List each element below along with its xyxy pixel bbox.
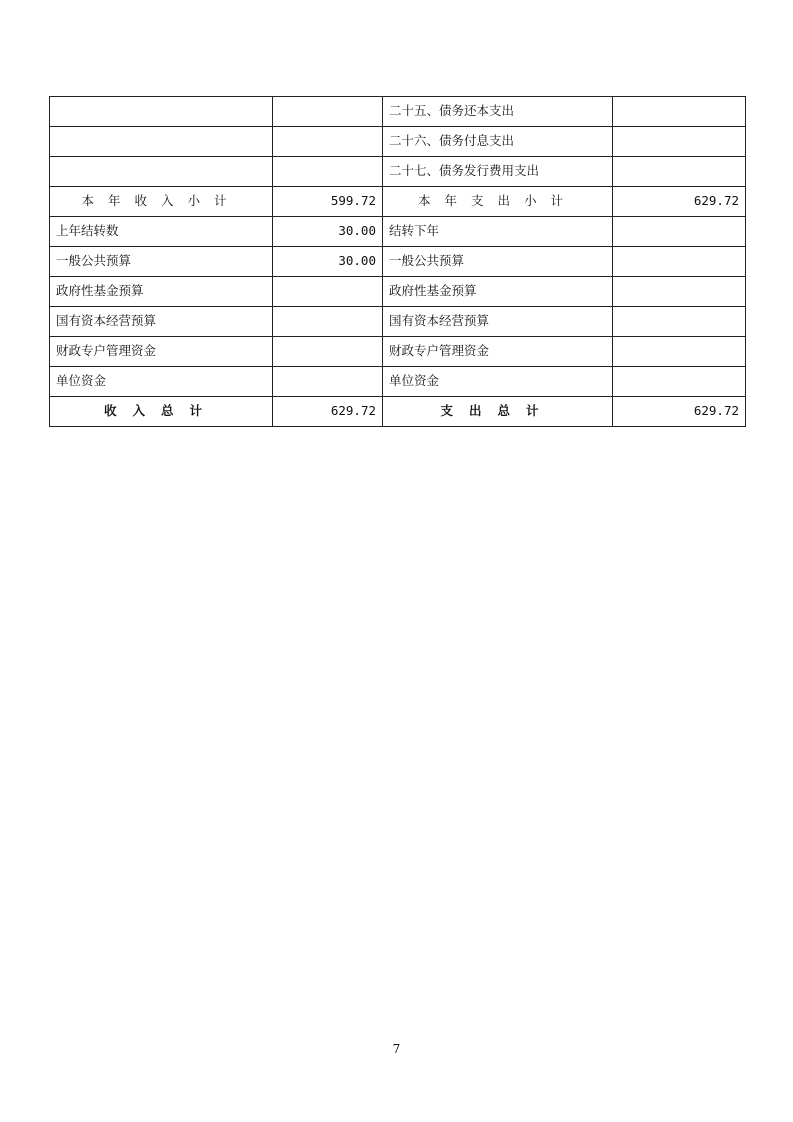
expense-total-amount: 629.72 xyxy=(613,397,746,427)
expense-amount-cell xyxy=(613,157,746,187)
income-item-cell: 单位资金 xyxy=(50,367,273,397)
expense-item-cell: 政府性基金预算 xyxy=(383,277,613,307)
income-amount-cell xyxy=(273,157,383,187)
income-item-cell xyxy=(50,157,273,187)
income-item-cell: 财政专户管理资金 xyxy=(50,337,273,367)
expense-amount-cell xyxy=(613,277,746,307)
expense-subtotal-amount: 629.72 xyxy=(613,187,746,217)
expense-total-label: 支出总计 xyxy=(383,397,613,427)
table-row xyxy=(50,157,746,187)
expense-amount-cell xyxy=(613,307,746,337)
table-row xyxy=(50,247,746,277)
total-row xyxy=(50,397,746,427)
income-amount-cell xyxy=(273,367,383,397)
carry-to-next-year-amount xyxy=(613,217,746,247)
prior-year-carryover-amount: 30.00 xyxy=(273,217,383,247)
income-amount-cell: 30.00 xyxy=(273,247,383,277)
expense-item-cell: 二十五、债务还本支出 xyxy=(383,97,613,127)
page-number: 7 xyxy=(392,1042,401,1056)
carry-row xyxy=(50,217,746,247)
expense-amount-cell xyxy=(613,127,746,157)
expense-subtotal-label: 本年支出小计 xyxy=(383,187,613,217)
income-amount-cell xyxy=(273,337,383,367)
table-row xyxy=(50,97,746,127)
income-item-cell: 国有资本经营预算 xyxy=(50,307,273,337)
income-total-amount: 629.72 xyxy=(273,397,383,427)
income-amount-cell xyxy=(273,127,383,157)
income-item-cell xyxy=(50,127,273,157)
prior-year-carryover-label: 上年结转数 xyxy=(50,217,273,247)
expense-item-cell: 国有资本经营预算 xyxy=(383,307,613,337)
table-row xyxy=(50,307,746,337)
expense-item-cell: 单位资金 xyxy=(383,367,613,397)
income-item-cell: 一般公共预算 xyxy=(50,247,273,277)
subtotal-row xyxy=(50,187,746,217)
budget-table xyxy=(49,96,746,427)
table-row xyxy=(50,127,746,157)
expense-item-cell: 财政专户管理资金 xyxy=(383,337,613,367)
income-amount-cell xyxy=(273,307,383,337)
expense-amount-cell xyxy=(613,97,746,127)
expense-amount-cell xyxy=(613,367,746,397)
income-amount-cell xyxy=(273,277,383,307)
table-row xyxy=(50,277,746,307)
income-amount-cell xyxy=(273,97,383,127)
income-item-cell: 政府性基金预算 xyxy=(50,277,273,307)
income-item-cell xyxy=(50,97,273,127)
expense-item-cell: 一般公共预算 xyxy=(383,247,613,277)
expense-item-cell: 二十六、债务付息支出 xyxy=(383,127,613,157)
expense-amount-cell xyxy=(613,337,746,367)
income-subtotal-label: 本年收入小计 xyxy=(50,187,273,217)
income-total-label: 收入总计 xyxy=(50,397,273,427)
table-row xyxy=(50,337,746,367)
expense-item-cell: 二十七、债务发行费用支出 xyxy=(383,157,613,187)
expense-amount-cell xyxy=(613,247,746,277)
table-row xyxy=(50,367,746,397)
carry-to-next-year-label: 结转下年 xyxy=(383,217,613,247)
income-subtotal-amount: 599.72 xyxy=(273,187,383,217)
